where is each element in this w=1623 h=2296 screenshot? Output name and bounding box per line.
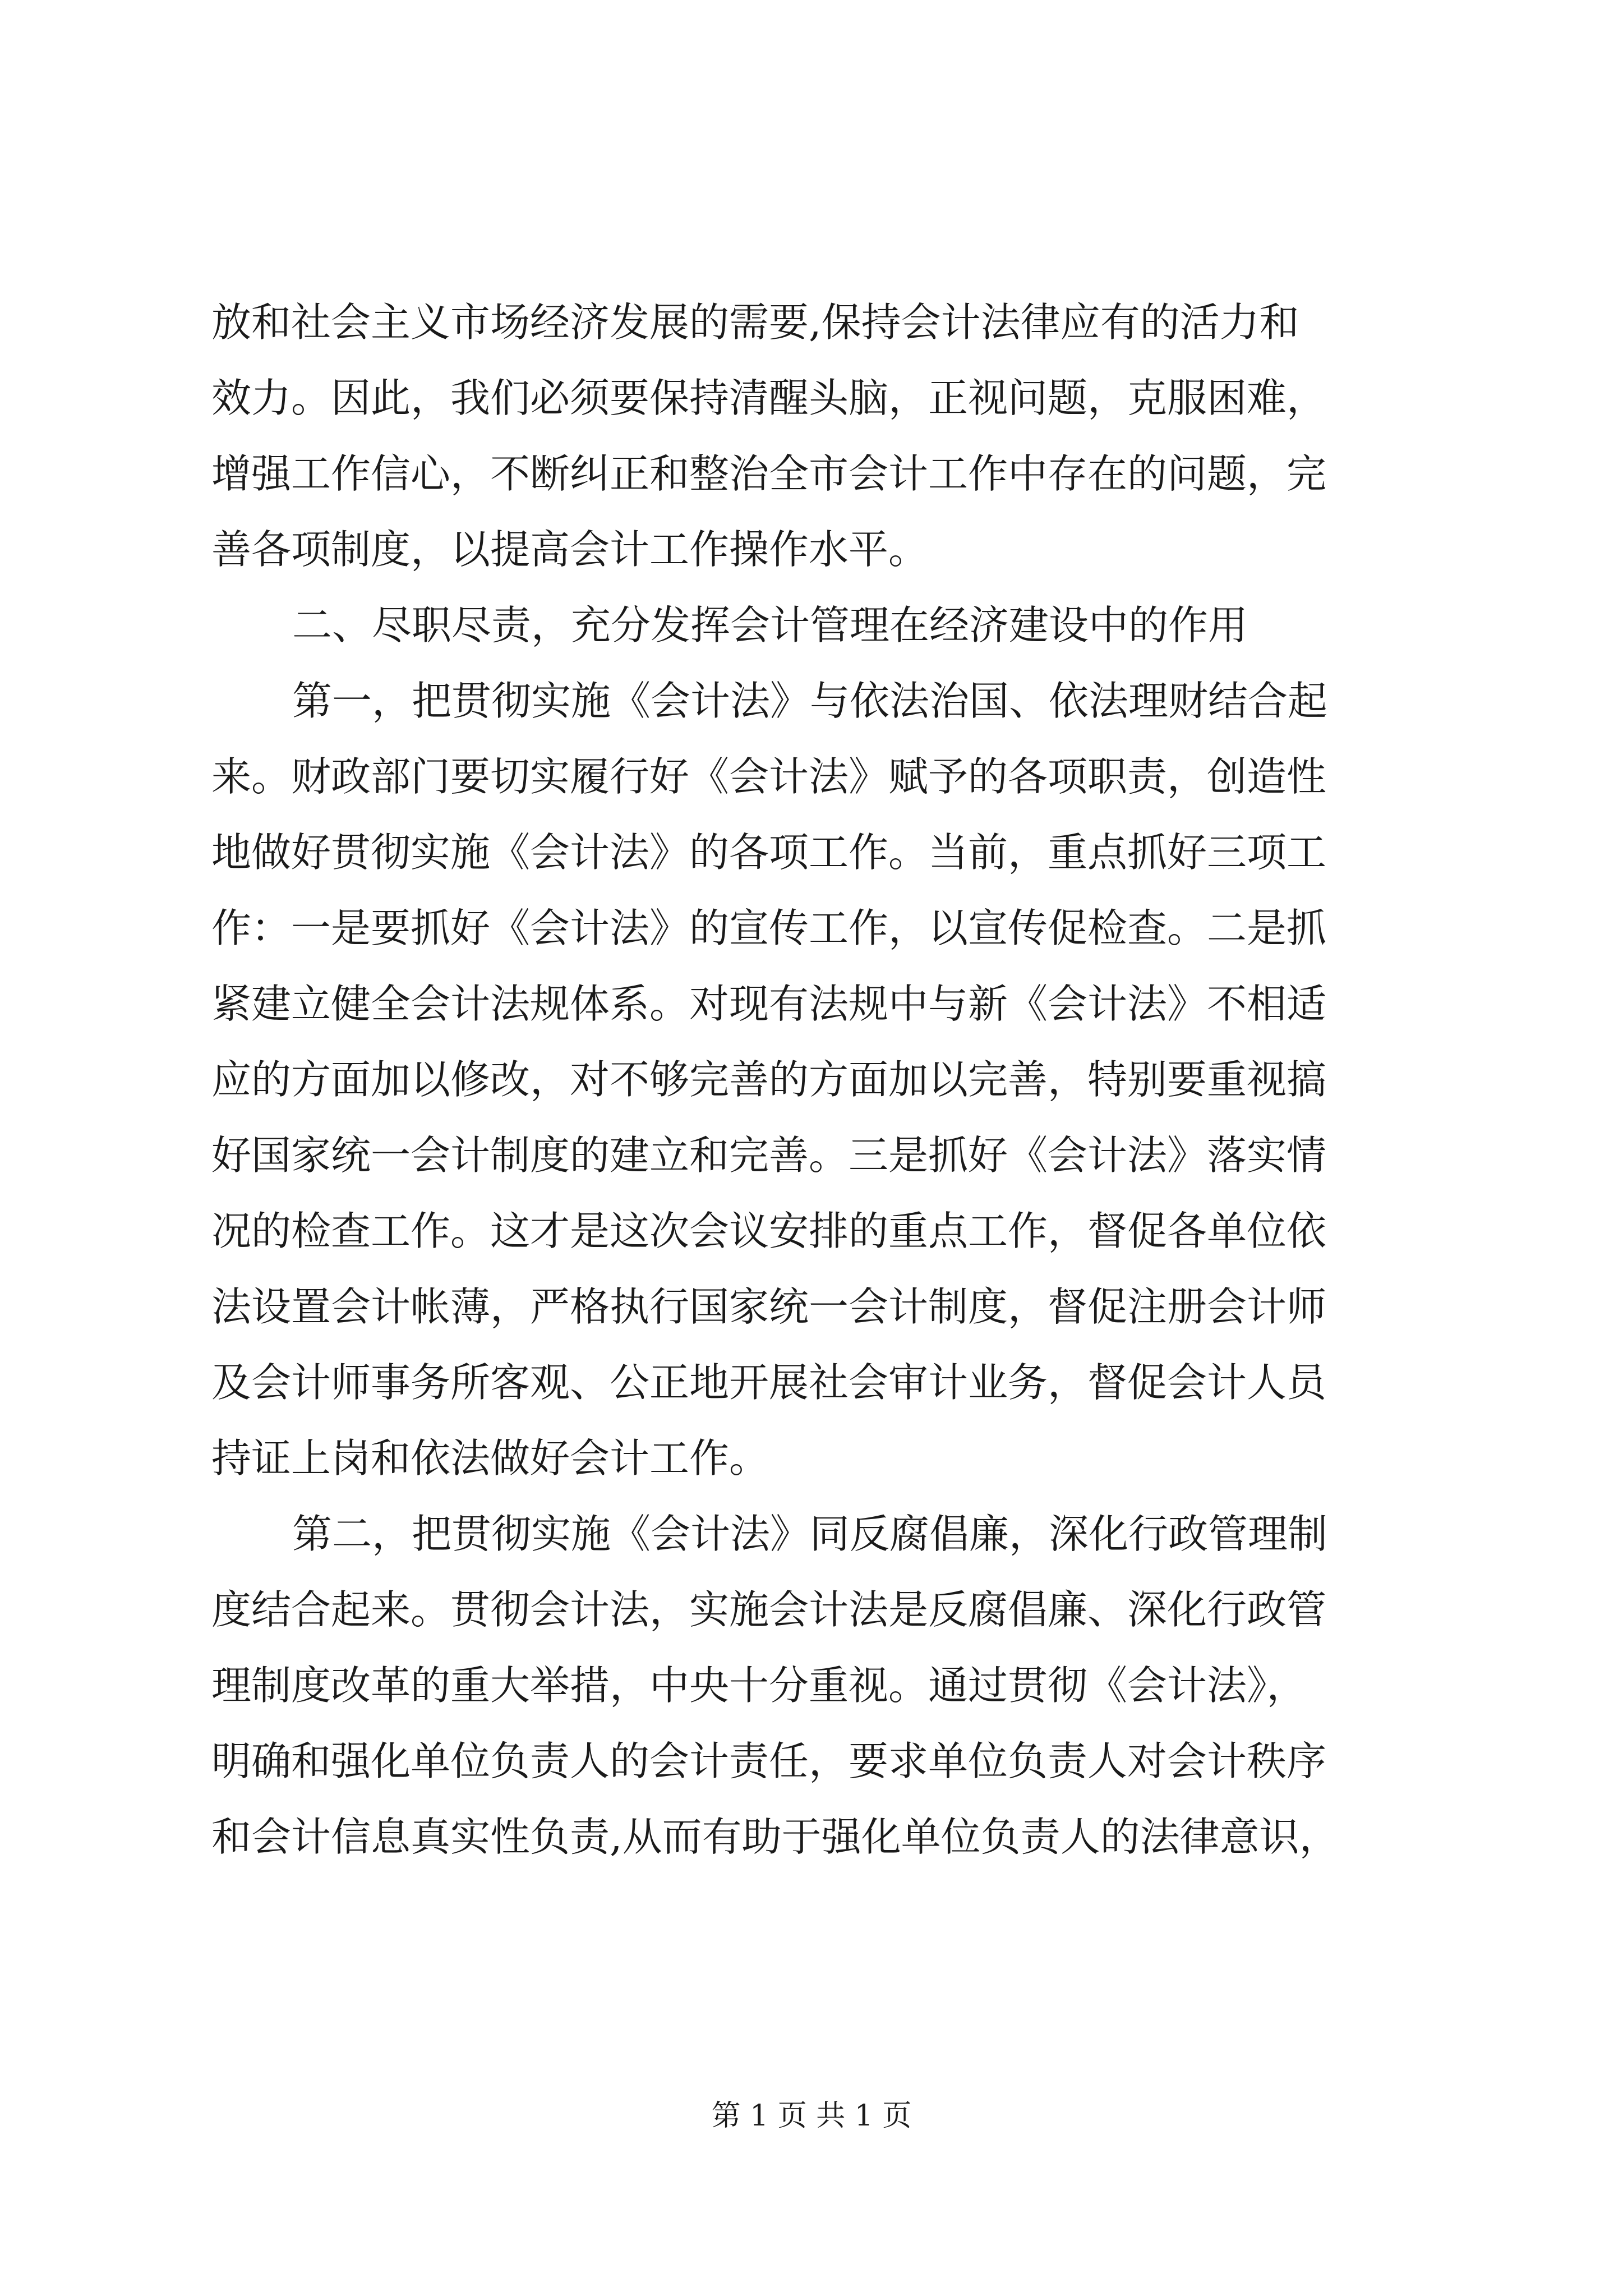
paragraph-line: 第一，把贯彻实施《会计法》与依法治国、依法理财结合起 <box>292 678 1328 724</box>
paragraph-line: 理制度改革的重大举措，中央十分重视。通过贯彻《会计法》， <box>211 1662 1307 1709</box>
paragraph-line: 第二，把贯彻实施《会计法》同反腐倡廉，深化行政管理制 <box>292 1511 1328 1557</box>
paragraph-line: 法设置会计帐薄，严格执行国家统一会计制度，督促注册会计师 <box>211 1283 1327 1330</box>
paragraph-line: 及会计师事务所客观、公正地开展社会审计业务，督促会计人员 <box>211 1359 1327 1406</box>
paragraph-line: 和会计信息真实性负责,从而有助于强化单位负责人的法律意识， <box>211 1814 1339 1860</box>
paragraph-line: 好国家统一会计制度的建立和完善。三是抓好《会计法》落实情 <box>211 1132 1327 1179</box>
paragraph-line: 明确和强化单位负责人的会计责任，要求单位负责人对会计秩序 <box>211 1738 1327 1784</box>
paragraph-line: 况的检查工作。这才是这次会议安排的重点工作，督促各单位依 <box>211 1208 1327 1254</box>
paragraph-line: 紧建立健全会计法规体系。对现有法规中与新《会计法》不相适 <box>211 981 1327 1027</box>
paragraph-line: 作：一是要抓好《会计法》的宣传工作，以宣传促检查。二是抓 <box>211 905 1327 951</box>
paragraph-line: 地做好贯彻实施《会计法》的各项工作。当前，重点抓好三项工 <box>211 829 1327 876</box>
paragraph-line: 度结合起来。贯彻会计法，实施会计法是反腐倡廉、深化行政管 <box>211 1586 1327 1633</box>
page-footer: 第 1 页 共 1 页 <box>711 2099 912 2133</box>
paragraph-line: 应的方面加以修改，对不够完善的方面加以完善，特别要重视搞 <box>211 1056 1327 1103</box>
paragraph-line: 增强工作信心，不断纠正和整治全市会计工作中存在的问题，完 <box>211 450 1327 497</box>
paragraph-line: 放和社会主义市场经济发展的需要,保持会计法律应有的活力和 <box>211 299 1299 346</box>
paragraph-line: 来。财政部门要切实履行好《会计法》赋予的各项职责，创造性 <box>211 753 1327 800</box>
paragraph-line: 持证上岗和依法做好会计工作。 <box>211 1435 769 1481</box>
paragraph-line: 效力。因此，我们必须要保持清醒头脑，正视问题，克服困难， <box>211 375 1327 421</box>
paragraph-line: 善各项制度，以提高会计工作操作水平。 <box>211 526 929 573</box>
section-heading: 二、尽职尽责，充分发挥会计管理在经济建设中的作用 <box>292 602 1248 648</box>
